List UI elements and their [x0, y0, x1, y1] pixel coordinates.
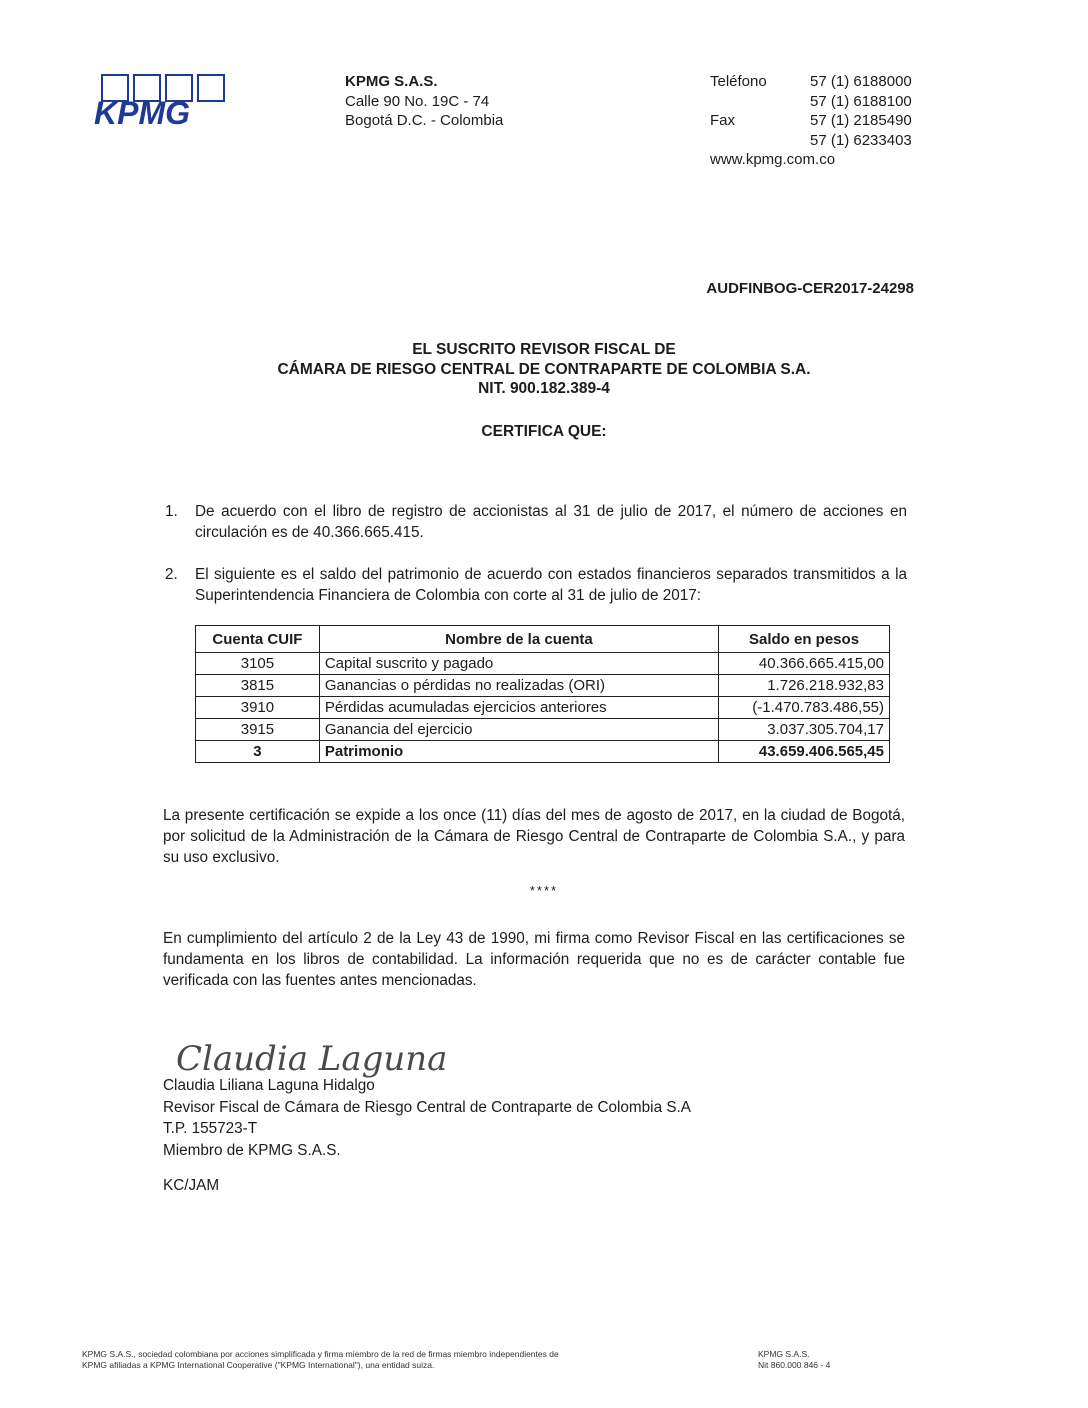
title-line-2: CÁMARA DE RIESGO CENTRAL DE CONTRAPARTE DE COLOMBIA S.A.: [277, 360, 811, 378]
separator-stars: ****: [529, 883, 559, 898]
item-number: 2.: [165, 566, 178, 583]
address-line-1: Calle 90 No. 19C - 74: [345, 92, 490, 110]
table-row: [196, 719, 890, 741]
table-row: [196, 697, 890, 719]
cell-saldo: 40.366.665.415,00: [719, 653, 890, 675]
signer-name: Claudia Liliana Laguna Hidalgo: [163, 1077, 375, 1094]
logo-wordmark: KPMG: [94, 95, 190, 131]
phone-1: 57 (1) 6188000: [810, 73, 912, 90]
footer-line-1: KPMG S.A.S., sociedad colombiana por acciones simplificada y firma miembro de la red de firmas miembro independientes de: [82, 1349, 559, 1359]
cell-cuenta: 3910: [196, 697, 320, 719]
table-header-row: [196, 626, 890, 653]
list-item: [165, 565, 907, 606]
list-item: [165, 502, 907, 543]
cell-saldo: (-1.470.783.486,55): [719, 697, 890, 719]
initials: KC/JAM: [163, 1177, 220, 1194]
footer-company: [758, 1349, 830, 1371]
table-row: [196, 675, 890, 697]
phone-2: 57 (1) 6188100: [810, 92, 912, 110]
kpmg-logo: [92, 72, 232, 134]
cell-nombre: Ganancia del ejercicio: [319, 719, 718, 741]
item-text: De acuerdo con el libro de registro de accionistas al 31 de julio de 2017, el número de acciones en circulación es de 40.366.665.415.: [195, 503, 907, 541]
legal-paragraph: En cumplimiento del artículo 2 de la Ley 43 de 1990, mi firma como Revisor Fiscal en las certificaciones se fundamenta en los libros de contabilidad. La información requerida que no es de carácter contable fue verificada con las fuentes antes mencionadas.: [163, 930, 905, 989]
cell-nombre: Ganancias o pérdidas no realizadas (ORI): [319, 675, 718, 697]
signer-tp: T.P. 155723-T: [163, 1120, 258, 1137]
certifica-heading: CERTIFICA QUE:: [481, 423, 607, 440]
document-reference: AUDFINBOG-CER2017-24298: [706, 280, 914, 297]
title-line-3: NIT. 900.182.389-4: [478, 380, 610, 397]
contact-block: [710, 72, 930, 170]
company-address-block: [345, 72, 503, 131]
table-row: [196, 653, 890, 675]
footer-company-name: KPMG S.A.S.: [758, 1349, 810, 1359]
cell-saldo: 43.659.406.565,45: [719, 741, 890, 763]
svg-text:Claudia Laguna: Claudia Laguna: [176, 1039, 448, 1079]
item-text: El siguiente es el saldo del patrimonio de acuerdo con estados financieros separados transmitidos a la Superintendencia Financiera de Colombia con corte al 31 de julio de 2017:: [195, 566, 907, 604]
cell-cuenta: 3815: [196, 675, 320, 697]
issuance-paragraph: La presente certificación se expide a los once (11) días del mes de agosto de 2017, en la ciudad de Bogotá, por solicitud de la Administración de la Cámara de Riesgo Central de Contraparte de Colombia S.A., y para su uso exclusivo.: [163, 807, 905, 866]
signer-member: Miembro de KPMG S.A.S.: [163, 1141, 341, 1159]
fax-2: 57 (1) 6233403: [810, 131, 912, 149]
cell-saldo: 1.726.218.932,83: [719, 675, 890, 697]
col-header-nombre: Nombre de la cuenta: [319, 626, 718, 653]
fax-1: 57 (1) 2185490: [810, 112, 912, 129]
col-header-saldo: Saldo en pesos: [719, 626, 890, 653]
footer-legal: [82, 1349, 702, 1371]
website: www.kpmg.com.co: [710, 151, 836, 168]
cell-cuenta: 3915: [196, 719, 320, 741]
cell-saldo: 3.037.305.704,17: [719, 719, 890, 741]
phone-label: Teléfono: [710, 73, 767, 90]
address-line-2: Bogotá D.C. - Colombia: [345, 112, 504, 129]
footer-nit: Nit 860.000 846 - 4: [758, 1360, 831, 1370]
fax-label: Fax: [710, 112, 736, 129]
footer-line-2: KPMG afiliadas a KPMG International Cooperative ("KPMG International"), una entidad suiza.: [82, 1360, 435, 1370]
patrimonio-table: [195, 625, 890, 763]
company-name: KPMG S.A.S.: [345, 73, 438, 90]
item-number: 1.: [165, 503, 178, 520]
cell-cuenta: 3105: [196, 653, 320, 675]
table-total-row: [196, 741, 890, 763]
cell-nombre: Pérdidas acumuladas ejercicios anteriores: [319, 697, 718, 719]
cell-cuenta: 3: [196, 741, 320, 763]
cell-nombre: Patrimonio: [319, 741, 718, 763]
certificate-title: [0, 340, 1088, 399]
cell-nombre: Capital suscrito y pagado: [319, 653, 718, 675]
signer-role: Revisor Fiscal de Cámara de Riesgo Central de Contraparte de Colombia S.A: [163, 1098, 691, 1116]
col-header-cuenta: Cuenta CUIF: [196, 626, 320, 653]
title-line-1: EL SUSCRITO REVISOR FISCAL DE: [412, 341, 676, 358]
signer-block: [163, 1075, 691, 1161]
